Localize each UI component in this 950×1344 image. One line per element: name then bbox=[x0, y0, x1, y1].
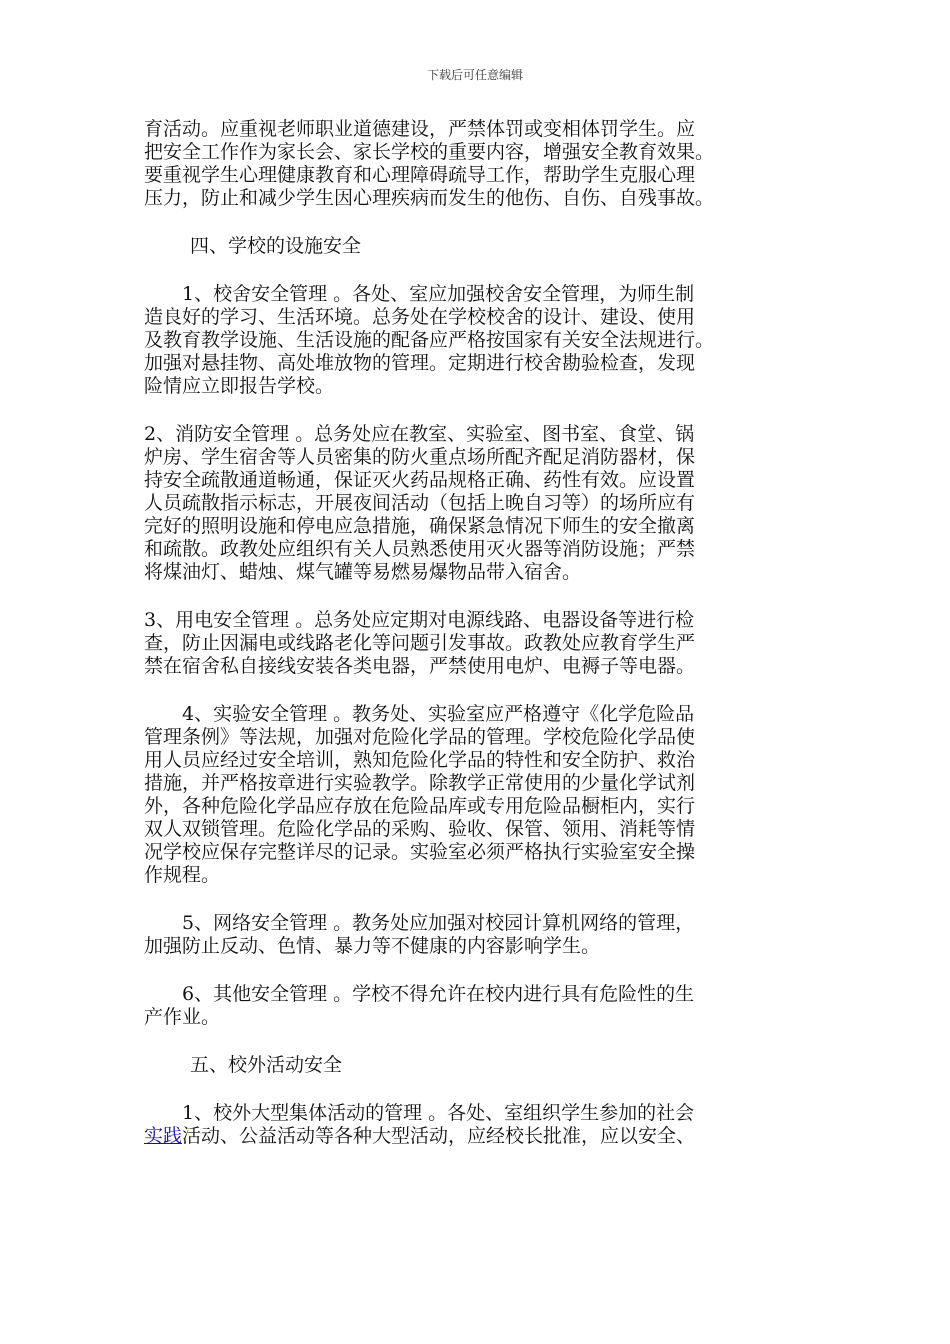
paragraph bbox=[144, 235, 816, 258]
text-line: 禁在宿舍私自接线安装各类电器，严禁使用电炉、电褥子等电器。 bbox=[144, 655, 696, 677]
text-line: 加强对悬挂物、高处堆放物的管理。定期进行校舍勘验检查，发现 bbox=[144, 352, 696, 374]
text-line: 五、校外活动安全 bbox=[190, 1054, 343, 1076]
text-line: 1、校外大型集体活动的管理 。各处、室组织学生参加的社会 bbox=[144, 1102, 695, 1124]
text-line: 压力，防止和减少学生因心理疾病而发生的他伤、自伤、自残事故。 bbox=[144, 187, 715, 209]
text-line: 完好的照明设施和停电应急措施，确保紧急情况下师生的安全撤离 bbox=[144, 515, 696, 537]
practice-link[interactable]: 实践 bbox=[144, 1125, 183, 1147]
text-line: 和疏散。政教处应组织有关人员熟悉使用灭火器等消防设施；严禁 bbox=[144, 538, 696, 560]
paragraph bbox=[144, 118, 816, 210]
text-line: 产作业。 bbox=[144, 1006, 221, 1028]
text-line: 要重视学生心理健康教育和心理障碍疏导工作，帮助学生克服心理 bbox=[144, 164, 696, 186]
document-body bbox=[144, 118, 816, 1173]
page-header: 下载后可任意编辑 bbox=[426, 68, 523, 82]
text-line: 把安全工作作为家长会、家长学校的重要内容，增强安全教育效果。 bbox=[144, 141, 715, 163]
paragraph bbox=[144, 912, 816, 958]
paragraph bbox=[144, 423, 816, 584]
text-line: 外，各种危险化学品应存放在危险品库或专用危险品橱柜内，实行 bbox=[144, 795, 696, 817]
text-line: 5、网络安全管理 。教务处应加强对校园计算机网络的管理， bbox=[144, 912, 695, 934]
text-line: 2、消防安全管理 。总务处应在教室、实验室、图书室、食堂、锅 bbox=[144, 423, 695, 445]
paragraph-list bbox=[144, 118, 816, 1077]
text-line: 1、校舍安全管理 。各处、室应加强校舍安全管理，为师生制 bbox=[144, 283, 695, 305]
text-line: 双人双锁管理。危险化学品的采购、验收、保管、领用、消耗等情 bbox=[144, 818, 696, 840]
text-line: 险情应立即报告学校。 bbox=[144, 375, 335, 397]
text-line: 用人员应经过安全培训，熟知危险化学品的特性和安全防护、救治 bbox=[144, 749, 696, 771]
text-line: 将煤油灯、蜡烛、煤气罐等易燃易爆物品带入宿舍。 bbox=[144, 561, 582, 583]
text-line: 6、其他安全管理 。学校不得允许在校内进行具有危险性的生 bbox=[144, 983, 695, 1005]
paragraph bbox=[144, 283, 816, 398]
text-line: 人员疏散指示标志，开展夜间活动（包括上晚自习等）的场所应有 bbox=[144, 492, 696, 514]
text-line: 3、用电安全管理 。总务处应定期对电源线路、电器设备等进行检 bbox=[144, 609, 695, 631]
text-line-rest: 活动、公益活动等各种大型活动，应经校长批准，应以安全、 bbox=[182, 1125, 696, 1147]
text-line: 措施，并严格按章进行实验教学。除教学正常使用的少量化学试剂 bbox=[144, 772, 696, 794]
text-line: 况学校应保存完整详尽的记录。实验室必须严格执行实验室安全操 bbox=[144, 841, 696, 863]
paragraph bbox=[144, 703, 816, 887]
paragraph bbox=[144, 983, 816, 1029]
text-line: 造良好的学习、生活环境。总务处在学校校舍的设计、建设、使用 bbox=[144, 306, 696, 328]
text-line: 炉房、学生宿舍等人员密集的防火重点场所配齐配足消防器材，保 bbox=[144, 446, 696, 468]
text-line: 及教育教学设施、生活设施的配备应严格按国家有关安全法规进行。 bbox=[144, 329, 715, 351]
text-line: 4、实验安全管理 。教务处、实验室应严格遵守《化学危险品 bbox=[144, 703, 695, 725]
text-line: 管理条例》等法规，加强对危险化学品的管理。学校危险化学品使 bbox=[144, 726, 696, 748]
paragraph bbox=[144, 609, 816, 678]
text-line: 作规程。 bbox=[144, 864, 221, 886]
text-line: 育活动。应重视老师职业道德建设，严禁体罚或变相体罚学生。应 bbox=[144, 118, 696, 140]
text-line: 加强防止反动、色情、暴力等不健康的内容影响学生。 bbox=[144, 935, 601, 957]
text-line: 查，防止因漏电或线路老化等问题引发事故。政教处应教育学生严 bbox=[144, 632, 696, 654]
paragraph bbox=[144, 1054, 816, 1077]
text-line: 四、学校的设施安全 bbox=[190, 235, 362, 257]
text-line bbox=[144, 1125, 816, 1148]
paragraph-last bbox=[144, 1102, 816, 1148]
text-line: 持安全疏散通道畅通，保证灭火药品规格正确、药性有效。应设置 bbox=[144, 469, 696, 491]
